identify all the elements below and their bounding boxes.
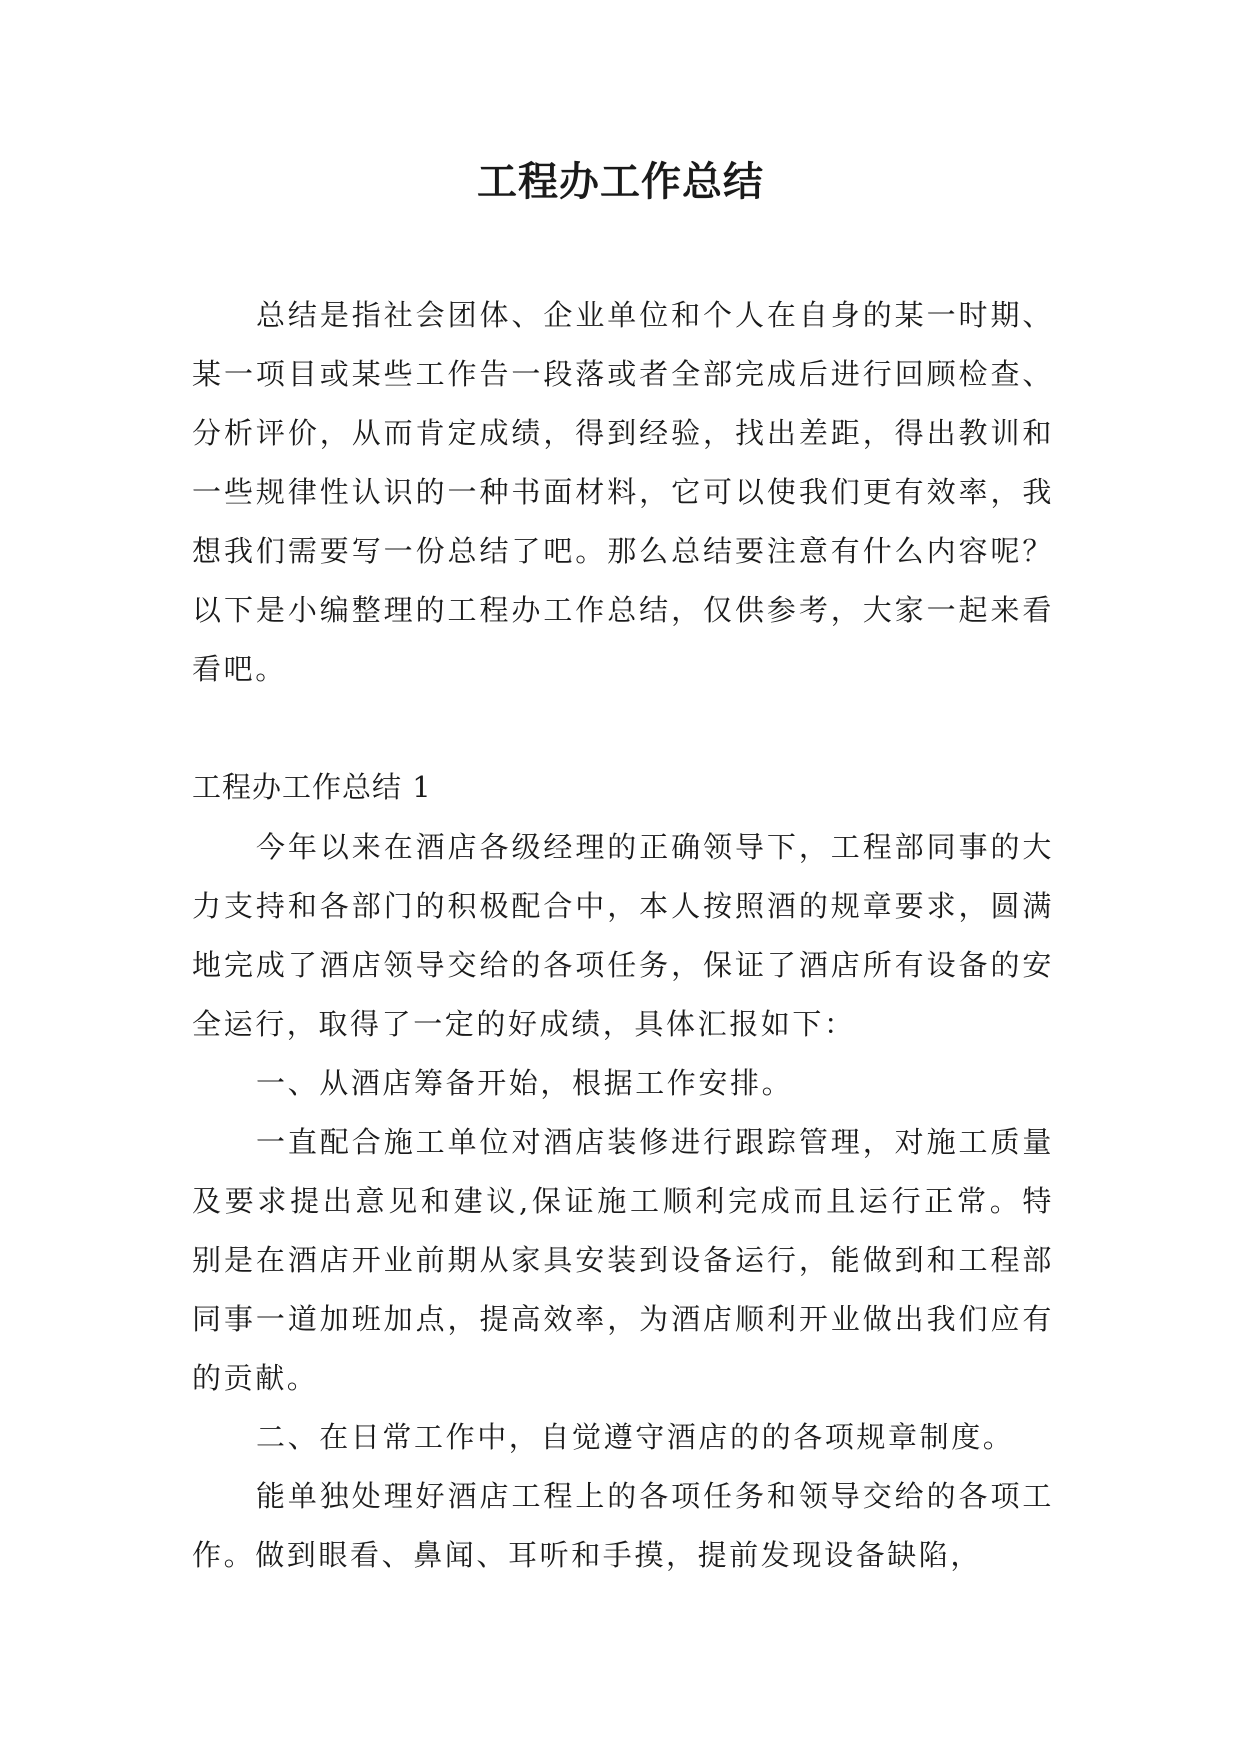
intro-paragraph: 总结是指社会团体、企业单位和个人在自身的某一时期、某一项目或某些工作告一段落或者全部完成后进行回顾检查、分析评价，从而肯定成绩，得到经验，找出差距，得出教训和一些规律性认识的一种书面材料，它可以使我们更有效率，我想我们需要写一份总结了吧。那么总结要注意有什么内容呢？以下是小编整理的工程办工作总结，仅供参考，大家一起来看看吧。 (192, 298, 1054, 686)
subheading-paragraph: 二、在日常工作中，自觉遵守酒店的的各项规章制度。 (256, 1420, 1015, 1454)
body-paragraph: 一直配合施工单位对酒店装修进行跟踪管理，对施工质量及要求提出意见和建议,保证施工顺利完成而且运行正常。特别是在酒店开业前期从家具安装到设备运行，能做到和工程部同事一道加班加点，提高效率，为酒店顺利开业做出我们应有的贡献。 (192, 1125, 1054, 1395)
section-body (192, 818, 1054, 1585)
body-paragraph: 能单独处理好酒店工程上的各项任务和领导交给的各项工作。做到眼看、鼻闻、耳听和手摸，提前发现设备缺陷， (192, 1479, 1054, 1572)
subheading-paragraph: 一、从酒店筹备开始，根据工作安排。 (256, 1066, 794, 1100)
document-title: 工程办工作总结 (477, 159, 764, 205)
section-heading: 工程办工作总结 1 (192, 770, 432, 804)
body-paragraph: 今年以来在酒店各级经理的正确领导下，工程部同事的大力支持和各部门的积极配合中，本人按照酒的规章要求，圆满地完成了酒店领导交给的各项任务，保证了酒店所有设备的安全运行，取得了一定的好成绩，具体汇报如下： (192, 830, 1054, 1041)
